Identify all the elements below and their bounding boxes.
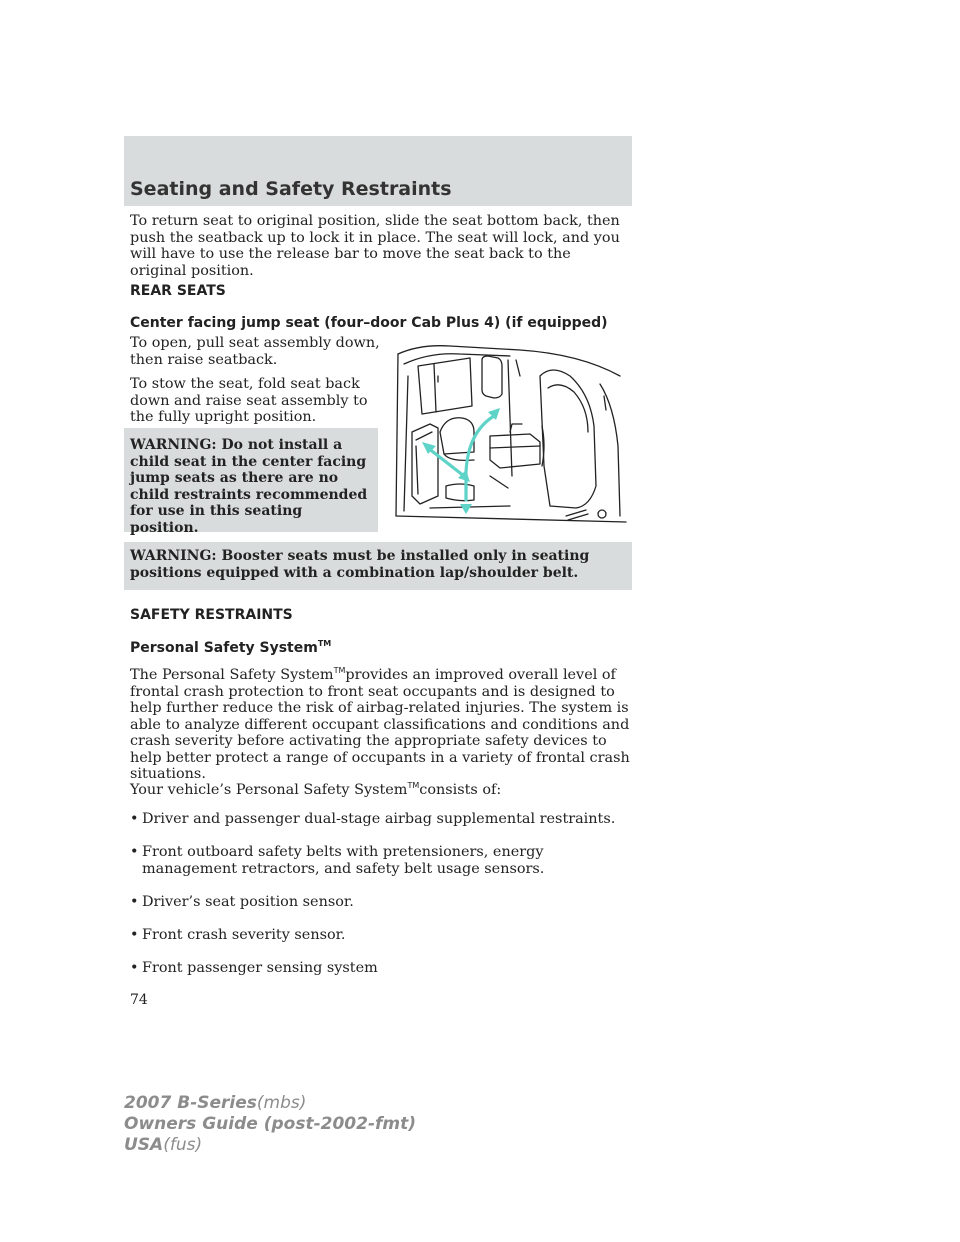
pss-description	[130, 663, 630, 783]
trademark-symbol: TM	[333, 666, 346, 675]
pss-consists-of	[130, 778, 630, 799]
pss-consists-start: Your vehicle’s Personal Safety System	[130, 782, 408, 798]
list-item-text: Driver’s seat position sensor.	[142, 894, 354, 910]
list-item-text: Driver and passenger dual-stage airbag supplemental restraints.	[142, 811, 616, 827]
jump-seat-illustration	[390, 336, 632, 526]
booster-warning-text: WARNING: Booster seats must be installed only in seating positions equipped with a combination lap/shoulder belt.	[130, 548, 590, 581]
bullet-icon: •	[130, 894, 139, 910]
bullet-icon: •	[130, 844, 139, 860]
footer-guide: Owners Guide (post-2002-fmt)	[124, 1114, 417, 1134]
list-item-text: Front crash severity sensor.	[142, 927, 346, 943]
footer-model-code: (mbs)	[256, 1093, 307, 1113]
page-title: Seating and Safety Restraints	[130, 178, 452, 200]
bullet-icon: •	[130, 927, 139, 943]
trademark-symbol: TM	[407, 781, 420, 790]
intro-paragraph: To return seat to original position, slide the seat bottom back, then push the seatback up to lock it in place. The seat will lock, and you will have to use the release bar to move the seat back to the original position.	[130, 213, 620, 279]
safety-restraints-heading: SAFETY RESTRAINTS	[130, 607, 293, 623]
rear-seats-heading: REAR SEATS	[130, 283, 226, 299]
pss-description-rest: provides an improved overall level of frontal crash protection to front seat occupants and is designed to help further reduce the risk of airbag-related injuries. The system is able to analyze different occupant classifications and conditions and crash severity before activating the appropriate safety devices to help better protect a range of occupants in a variety of frontal crash situations.	[130, 667, 630, 782]
page-number: 74	[130, 992, 148, 1008]
footer-market-code: (fus)	[163, 1135, 203, 1155]
footer-line-3	[124, 1135, 202, 1155]
footer-model: 2007 B-Series	[124, 1093, 257, 1113]
jump-seat-subheading: Center facing jump seat (four–door Cab Plus 4) (if equipped)	[130, 315, 608, 331]
footer-line-2	[124, 1114, 416, 1134]
stow-instructions: To stow the seat, fold seat back down and raise seat assembly to the fully upright position.	[130, 376, 368, 425]
list-item-text: Front passenger sensing system	[142, 960, 378, 976]
list-item-text: Front outboard safety belts with pretensioners, energy management retractors, and safety belt usage sensors.	[142, 844, 545, 877]
footer-line-1	[124, 1093, 306, 1113]
pss-consists-end: consists of:	[419, 782, 502, 798]
pss-description-start: The Personal Safety System	[130, 667, 334, 683]
footer-market: USA	[124, 1135, 164, 1155]
personal-safety-system-heading	[130, 639, 331, 656]
bullet-icon: •	[130, 811, 139, 827]
trademark-symbol: TM	[317, 639, 332, 648]
bullet-icon: •	[130, 960, 139, 976]
open-instructions: To open, pull seat assembly down, then raise seatback.	[130, 335, 380, 368]
jump-seat-warning-text: WARNING: Do not install a child seat in the center facing jump seats as there are no child restraints recommended for use in this seating position.	[130, 437, 368, 536]
pss-heading-text: Personal Safety System	[130, 640, 318, 656]
